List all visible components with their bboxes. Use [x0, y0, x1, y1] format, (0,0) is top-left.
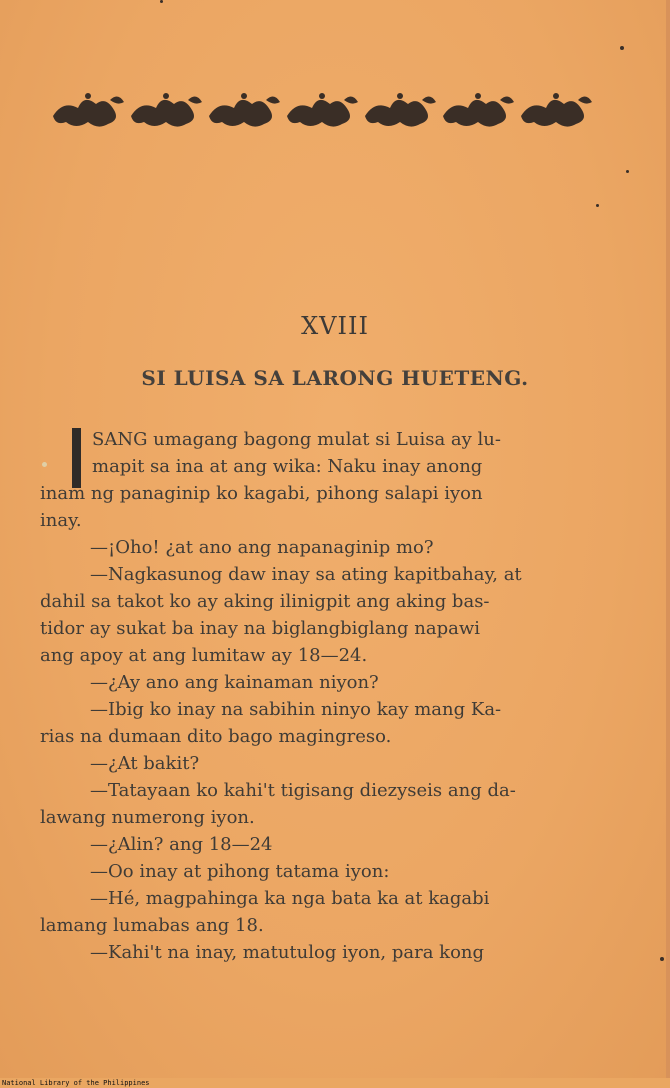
text-line: SANG umagang bagong mulat si Luisa ay lu- [92, 429, 501, 450]
text-line: rias na dumaan dito bago magingreso. [40, 726, 392, 747]
paper-speck [620, 46, 624, 50]
text-line: ang apoy at ang lumitaw ay 18—24. [40, 645, 368, 666]
text-line: —¿Ay ano ang kainaman niyon? [90, 672, 379, 693]
text-line: inay. [40, 510, 82, 531]
paper-speck [160, 0, 163, 3]
text-line: lamang lumabas ang 18. [40, 915, 264, 936]
text-line: —Tatayaan ko kahi't tigisang diezyseis ang da- [90, 780, 516, 801]
floral-ornament-border [48, 86, 598, 132]
page-edge [666, 0, 670, 1078]
text-line: dahil sa takot ko ay aking ilinigpit ang aking bas- [40, 591, 490, 612]
paper-speck [42, 462, 47, 467]
text-line: —Oo inay at pihong tatama iyon: [90, 861, 390, 882]
text-line: lawang numerong iyon. [40, 807, 255, 828]
chapter-title: SI LUISA SA LARONG HUETENG. [141, 366, 529, 390]
paper-speck [596, 204, 599, 207]
text-line: mapit sa ina at ang wika: Naku inay anong [92, 456, 483, 477]
text-line: —Hé, magpahinga ka nga bata ka at kagabi [90, 888, 490, 909]
paper-speck [626, 170, 629, 173]
ornament-motif [53, 93, 124, 127]
text-line: tidor ay sukat ba inay na biglangbiglang napawi [40, 618, 480, 639]
library-watermark: National Library of the Philippines [2, 1079, 150, 1087]
text-line: —Ibig ko inay na sabihin ninyo kay mang Ka- [90, 699, 502, 720]
text-line: —¿At bakit? [90, 753, 200, 774]
drop-cap-initial [72, 428, 81, 488]
chapter-number: XVIII [301, 312, 369, 340]
text-line: —Kahi't na inay, matutulog iyon, para kong [90, 942, 485, 963]
text-line: —¿Alin? ang 18—24 [90, 834, 273, 855]
paper-speck [660, 957, 664, 961]
text-line: —Nagkasunog daw inay sa ating kapitbahay, at [90, 564, 522, 585]
text-line: —¡Oho! ¿at ano ang napanaginip mo? [90, 537, 434, 558]
text-line: inam ng panaginip ko kagabi, pihong salapi iyon [40, 483, 483, 504]
